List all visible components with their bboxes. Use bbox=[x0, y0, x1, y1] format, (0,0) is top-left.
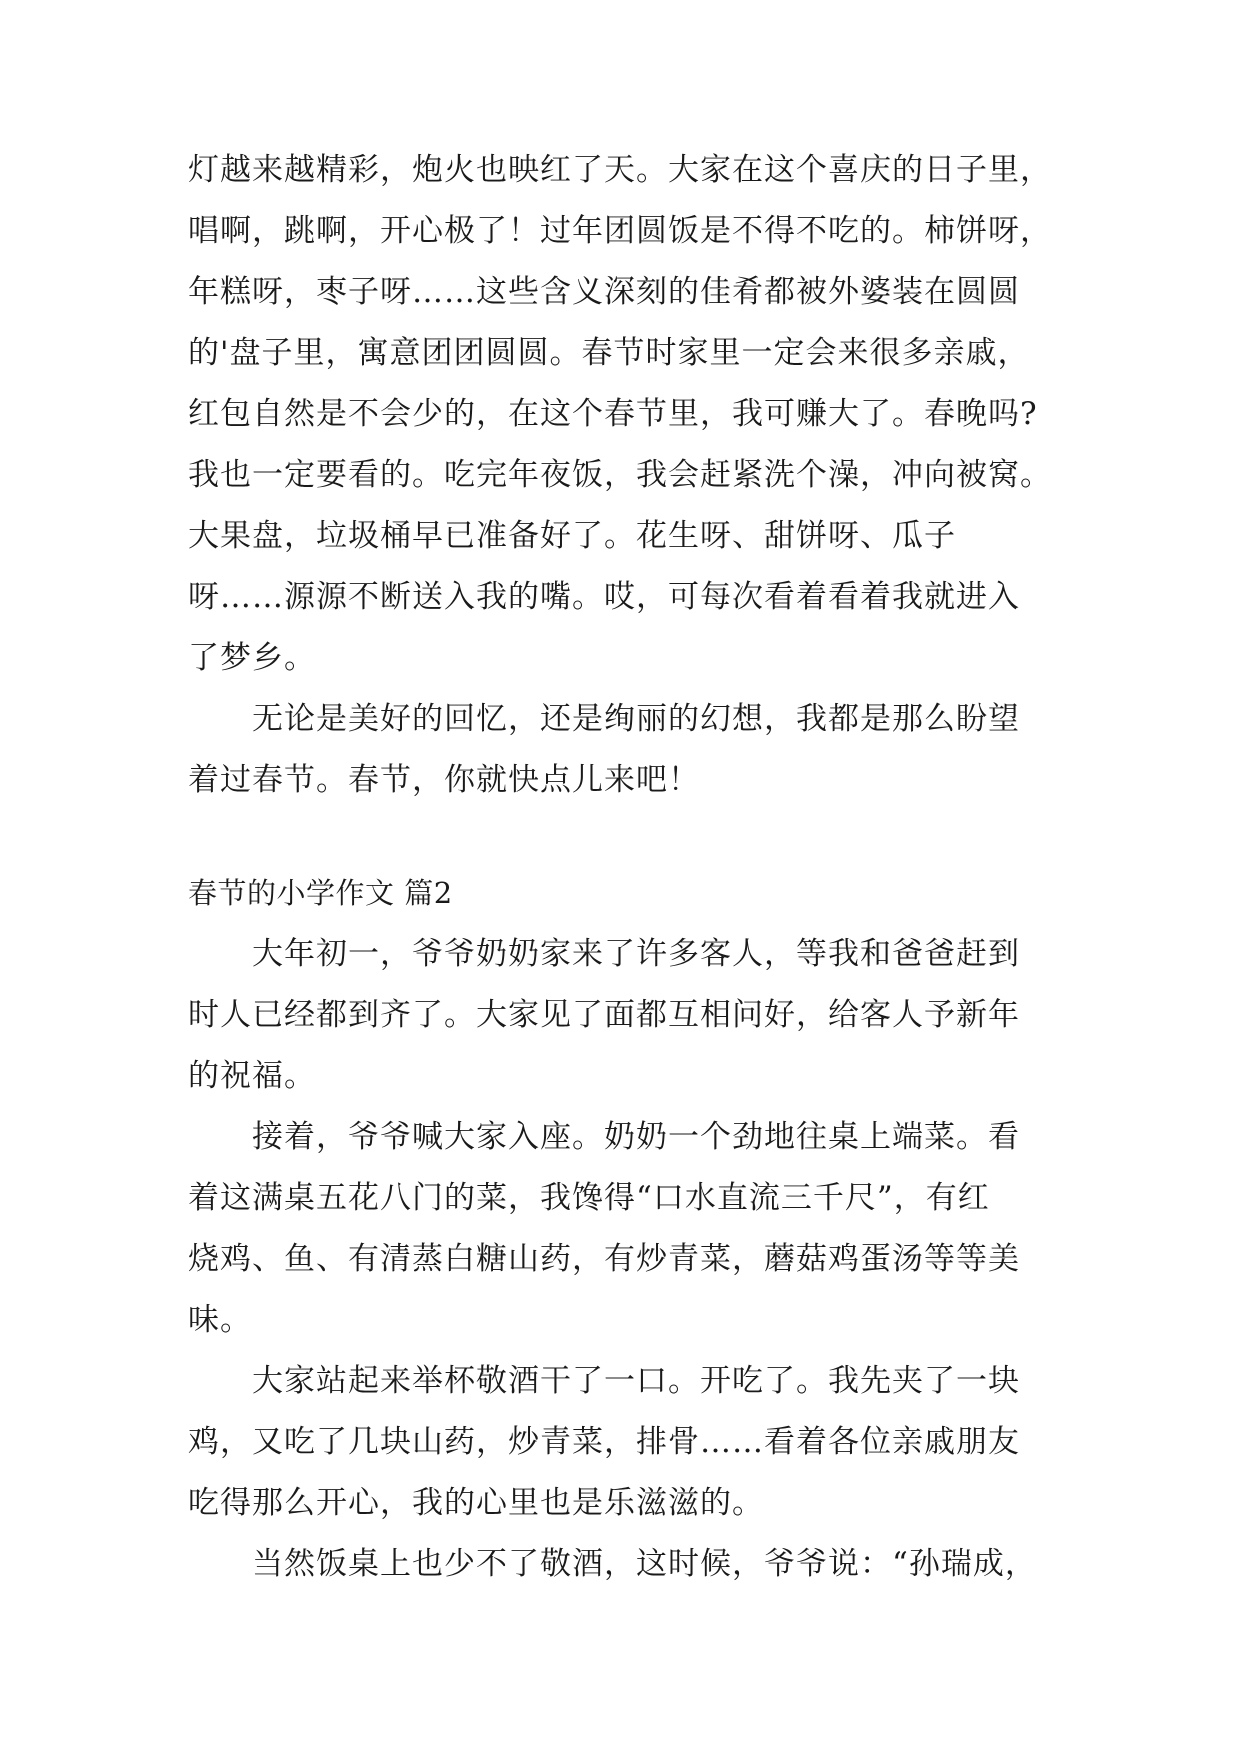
text-line: 鸡，又吃了几块山药，炒青菜，排骨……看着各位亲戚朋友 bbox=[188, 1424, 1020, 1460]
text-line: 吃得那么开心，我的心里也是乐滋滋的。 bbox=[188, 1485, 764, 1521]
text-line: 红包自然是不会少的，在这个春节里，我可赚大了。春晚吗? bbox=[188, 396, 1038, 432]
text-line: 当然饭桌上也少不了敬酒，这时候，爷爷说：“孙瑞成， bbox=[252, 1546, 1037, 1582]
paragraph bbox=[188, 689, 1068, 811]
text-line: 时人已经都到齐了。大家见了面都互相问好，给客人予新年 bbox=[188, 997, 1020, 1033]
text-line: 我也一定要看的。吃完年夜饭，我会赶紧洗个澡，冲向被窝。 bbox=[188, 457, 1052, 493]
section-gap bbox=[188, 811, 1068, 863]
text-line: 味。 bbox=[188, 1302, 252, 1338]
paragraph bbox=[188, 924, 1068, 1107]
text-line: 的祝福。 bbox=[188, 1058, 316, 1094]
text-line: 烧鸡、鱼、有清蒸白糖山药，有炒青菜，蘑菇鸡蛋汤等等美 bbox=[188, 1241, 1020, 1277]
text-line: 着过春节。春节，你就快点儿来吧！ bbox=[188, 762, 700, 798]
text-line: 着这满桌五花八门的菜，我馋得“口水直流三千尺”，有红 bbox=[188, 1180, 990, 1216]
text-line: 大年初一，爷爷奶奶家来了许多客人，等我和爸爸赶到 bbox=[252, 936, 1020, 972]
paragraph bbox=[188, 1107, 1068, 1351]
text-line: 呀……源源不断送入我的嘴。哎，可每次看着看着我就进入 bbox=[188, 579, 1020, 615]
paragraph bbox=[188, 140, 1068, 689]
paragraph bbox=[188, 1351, 1068, 1534]
text-line: 大果盘，垃圾桶早已准备好了。花生呀、甜饼呀、瓜子 bbox=[188, 518, 956, 554]
paragraph bbox=[188, 1534, 1068, 1595]
text-line: 的'盘子里，寓意团团圆圆。春节时家里一定会来很多亲戚， bbox=[188, 335, 1030, 371]
text-line: 了梦乡。 bbox=[188, 640, 316, 676]
text-line: 唱啊，跳啊，开心极了！过年团圆饭是不得不吃的。柿饼呀， bbox=[188, 213, 1052, 249]
text-line: 大家站起来举杯敬酒干了一口。开吃了。我先夹了一块 bbox=[252, 1363, 1020, 1399]
text-line: 灯越来越精彩，炮火也映红了天。大家在这个喜庆的日子里， bbox=[188, 152, 1052, 188]
text-line: 年糕呀，枣子呀……这些含义深刻的佳肴都被外婆装在圆圆 bbox=[188, 274, 1020, 310]
document-page bbox=[188, 140, 1068, 1595]
section-title: 春节的小学作文 篇2 bbox=[188, 876, 453, 910]
text-line: 接着，爷爷喊大家入座。奶奶一个劲地往桌上端菜。看 bbox=[252, 1119, 1020, 1155]
text-line: 无论是美好的回忆，还是绚丽的幻想，我都是那么盼望 bbox=[252, 701, 1020, 737]
